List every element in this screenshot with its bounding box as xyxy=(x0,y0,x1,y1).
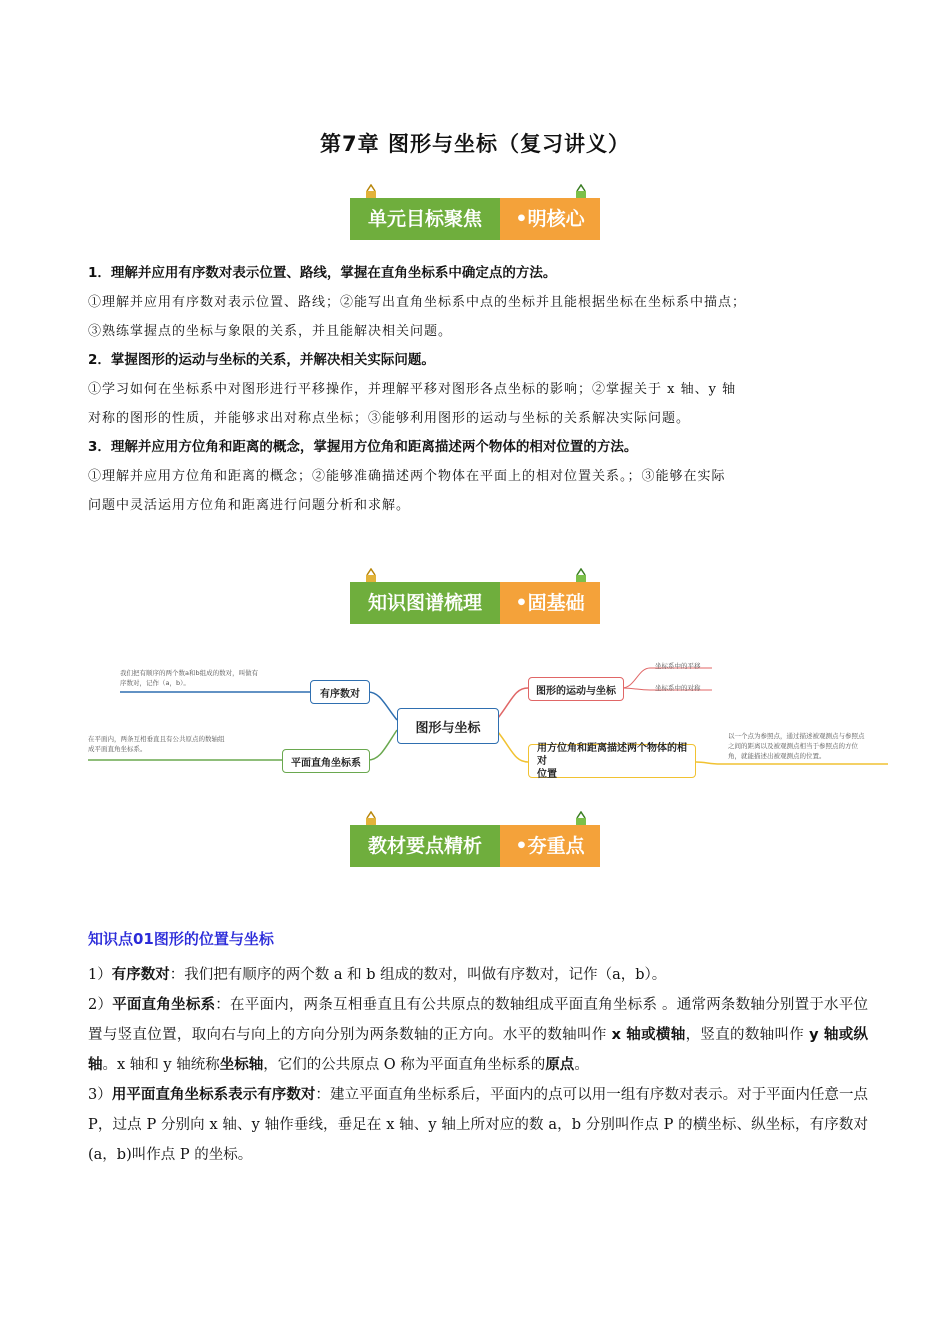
connector-line xyxy=(368,730,397,760)
knowledge-point-body xyxy=(88,960,868,1170)
mindmap-note-ordered-pair: 我们把有顺序的两个数a和b组成的数对，叫做有 序数对，记作（a，b）。 xyxy=(120,669,259,687)
connector-line xyxy=(498,688,528,718)
connector-line xyxy=(368,692,397,720)
objective-line: ③熟练掌握点的坐标与象限的关系，并且能解决相关问题。 xyxy=(88,324,453,339)
mindmap-center-node: 图形与坐标 xyxy=(397,708,499,744)
objective-heading: 2．掌握图形的运动与坐标的关系，并解决相关实际问题。 xyxy=(88,352,435,368)
mindmap-node-plane-system: 平面直角坐标系 xyxy=(282,749,370,773)
objective-line: 对称的图形的性质，并能够求出对称点坐标；③能够利用图形的运动与坐标的关系解决实际问题。 xyxy=(88,411,691,426)
banner-orange-label: •固基础 xyxy=(500,582,600,624)
connector-line xyxy=(696,762,888,764)
objective-line: ①学习如何在坐标系中对图形进行平移操作，并理解平移对图形各点坐标的影响；②掌握关于 x 轴、y 轴 xyxy=(88,382,737,397)
knowledge-point-title: 知识点01图形的位置与坐标 xyxy=(88,930,274,948)
mindmap-note-symmetry: 坐标系中的对称 xyxy=(655,684,701,692)
mindmap-node-ordered-pair: 有序数对 xyxy=(310,680,370,704)
mindmap-note-plane-system: 在平面内，两条互相垂直且有公共原点的数轴组 成平面直角坐标系。 xyxy=(88,735,225,753)
page-title: 第7章 图形与坐标（复习讲义） xyxy=(320,132,630,156)
objective-line: ①理解并应用方位角和距离的概念；②能够准确描述两个物体在平面上的相对位置关系。；③能够在实际 xyxy=(88,469,726,484)
banner-orange-label: •夯重点 xyxy=(500,825,600,867)
banner-key-points xyxy=(350,825,600,867)
mindmap-node-bearing: 用方位角和距离描述两个物体的相对 位置 xyxy=(528,744,696,778)
mindmap-note-bearing: 以一个点为参照点，通过描述被观测点与参照点 之间的距离以及被观测点相当于参照点的方位 角，就能描述出被观测点的位置。 xyxy=(728,732,865,760)
mindmap-node-motion: 图形的运动与坐标 xyxy=(528,677,624,701)
objective-heading: 1．理解并应用有序数对表示位置、路线，掌握在直角坐标系中确定点的方法。 xyxy=(88,265,557,281)
objective-line: 问题中灵活运用方位角和距离进行问题分析和求解。 xyxy=(88,498,411,513)
banner-orange-label: •明核心 xyxy=(500,198,600,240)
banner-green-label: 教材要点精析 xyxy=(350,825,500,867)
knowledge-item-1: 1）有序数对：我们把有顺序的两个数 a 和 b 组成的数对，叫做有序数对，记作（a，b）。 xyxy=(88,967,667,983)
knowledge-item-3: 3）用平面直角坐标系表示有序数对：建立平面直角坐标系后，平面内的点可以用一组有序数对表示。对于平面内任意一点 P，过点 P 分别向 x 轴、y 轴作垂线，垂足在 x 轴、y 轴上所对应的数 a，b 分别叫作点 P 的横坐标、纵坐标，有序数对(a，b)叫作点 P 的坐标。 xyxy=(88,1087,869,1163)
banner-green-label: 单元目标聚焦 xyxy=(350,198,500,240)
objective-line: ①理解并应用有序数对表示位置、路线；②能写出直角坐标系中点的坐标并且能根据坐标在坐标系中描点； xyxy=(88,295,747,310)
connector-line xyxy=(498,732,528,762)
banner-green-label: 知识图谱梳理 xyxy=(350,582,500,624)
objective-heading: 3．理解并应用方位角和距离的概念，掌握用方位角和距离描述两个物体的相对位置的方法。 xyxy=(88,439,638,455)
mindmap-note-translation: 坐标系中的平移 xyxy=(655,662,701,670)
knowledge-item-2: 2）平面直角坐标系：在平面内，两条互相垂直且有公共原点的数轴组成平面直角坐标系 。通常两条数轴分别置于水平位置与竖直位置，取向右与向上的方向分别为两条数轴的正方向。水平的数轴叫作 x 轴或横轴，竖直的数轴叫作 y 轴或纵轴。x 轴和 y 轴统称坐标轴，它们的公共原点 O 称为平面直角坐标系的原点。 xyxy=(88,997,869,1073)
